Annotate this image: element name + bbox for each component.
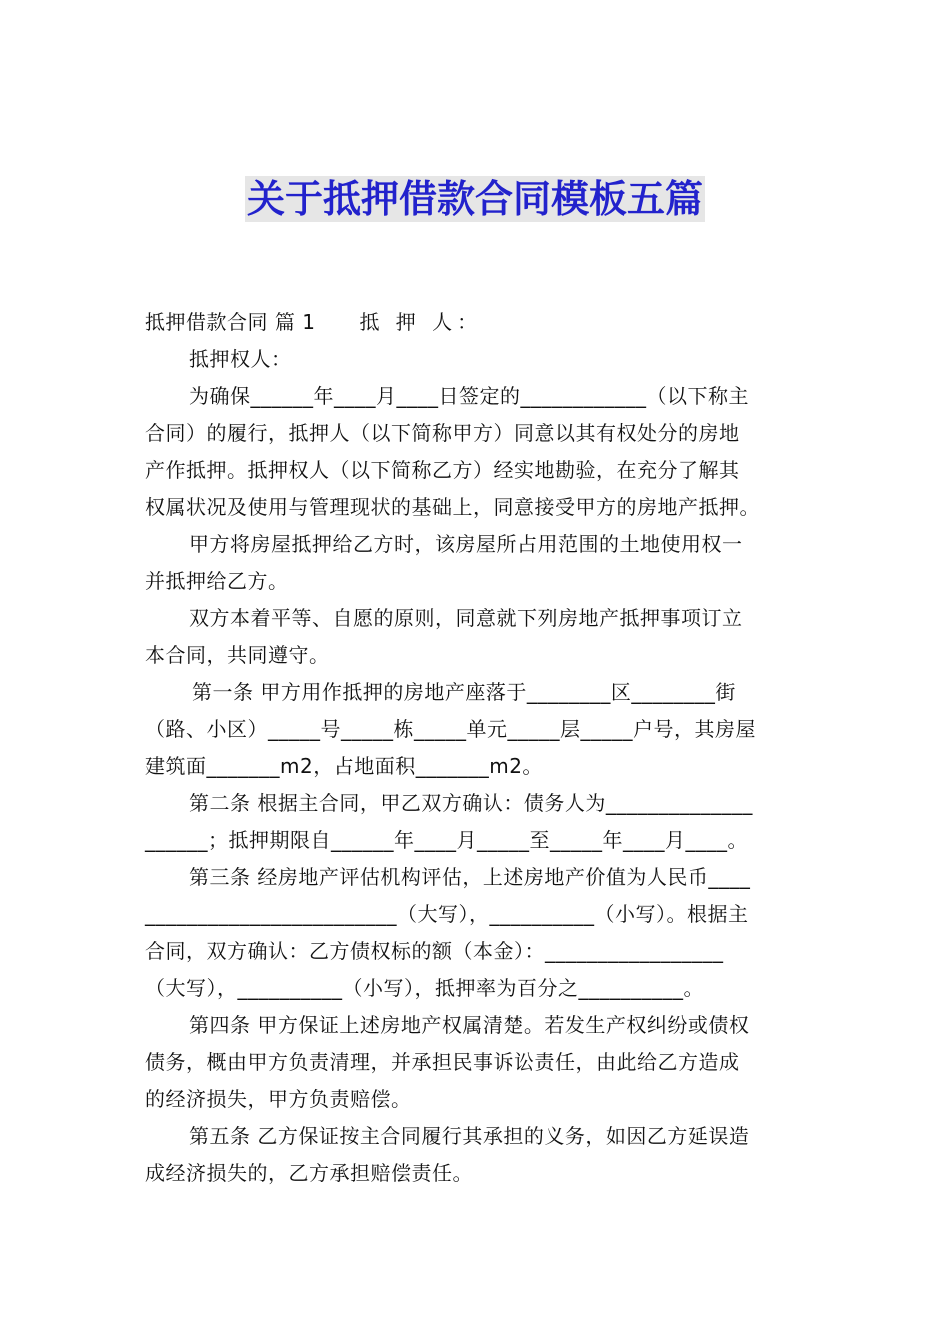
- title-container: [0, 176, 950, 222]
- article-1-line: 建筑面_______m2，占地面积_______m2。: [145, 754, 543, 778]
- paragraph-line: 权属状况及使用与管理现状的基础上，同意接受甲方的房地产抵押。: [145, 495, 760, 519]
- paragraph-line: 双方本着平等、自愿的原则，同意就下列房地产抵押事项订立: [189, 606, 743, 630]
- article-3-line: 第三条 经房地产评估机构评估，上述房地产价值为人民币____: [189, 865, 751, 889]
- section-heading: 抵押借款合同 篇 1: [145, 310, 316, 334]
- paragraph-line: 为确保______年____月____日签定的____________（以下称主: [189, 384, 749, 408]
- mortgagor-label: 抵 押 人：: [359, 310, 483, 334]
- paragraph-line: 产作抵押。抵押权人（以下简称乙方）经实地勘验，在充分了解其: [145, 458, 740, 482]
- article-4-line: 的经济损失，甲方负责赔偿。: [145, 1087, 412, 1111]
- article-5-line: 成经济损失的，乙方承担赔偿责任。: [145, 1161, 473, 1185]
- document-title: 关于抵押借款合同模板五篇: [246, 177, 703, 221]
- article-3-line: ________________________（大写），__________（小写）。根据主: [145, 902, 749, 926]
- article-2-line: 第二条 根据主合同，甲乙双方确认：债务人为______________: [189, 791, 753, 815]
- article-5-line: 第五条 乙方保证按主合同履行其承担的义务，如因乙方延误造: [189, 1124, 750, 1148]
- article-4-line: 债务，概由甲方负责清理，并承担民事诉讼责任，由此给乙方造成: [145, 1050, 740, 1074]
- article-3-line: （大写），__________（小写），抵押率为百分之__________。: [145, 976, 704, 1000]
- article-1-line: 第一条 甲方用作抵押的房地产座落于________区________街: [192, 680, 736, 704]
- article-3-line: 合同，双方确认：乙方债权标的额（本金）：_________________: [145, 939, 724, 963]
- document-body: [145, 304, 807, 1192]
- article-1-line: （路、小区）_____号_____栋_____单元_____层_____户号，其房屋: [145, 717, 756, 741]
- paragraph-line: 合同）的履行，抵押人（以下简称甲方）同意以其有权处分的房地: [145, 421, 740, 445]
- section-heading-line: [145, 304, 807, 341]
- paragraph-line: 甲方将房屋抵押给乙方时，该房屋所占用范围的土地使用权一: [189, 532, 743, 556]
- article-4-line: 第四条 甲方保证上述房地产权属清楚。若发生产权纠纷或债权: [189, 1013, 750, 1037]
- article-2-line: ______；抵押期限自______年____月_____至_____年____月____。: [145, 828, 748, 852]
- paragraph-line: 本合同，共同遵守。: [145, 643, 330, 667]
- paragraph-line: 抵押权人：: [189, 347, 292, 371]
- paragraph-line: 并抵押给乙方。: [145, 569, 289, 593]
